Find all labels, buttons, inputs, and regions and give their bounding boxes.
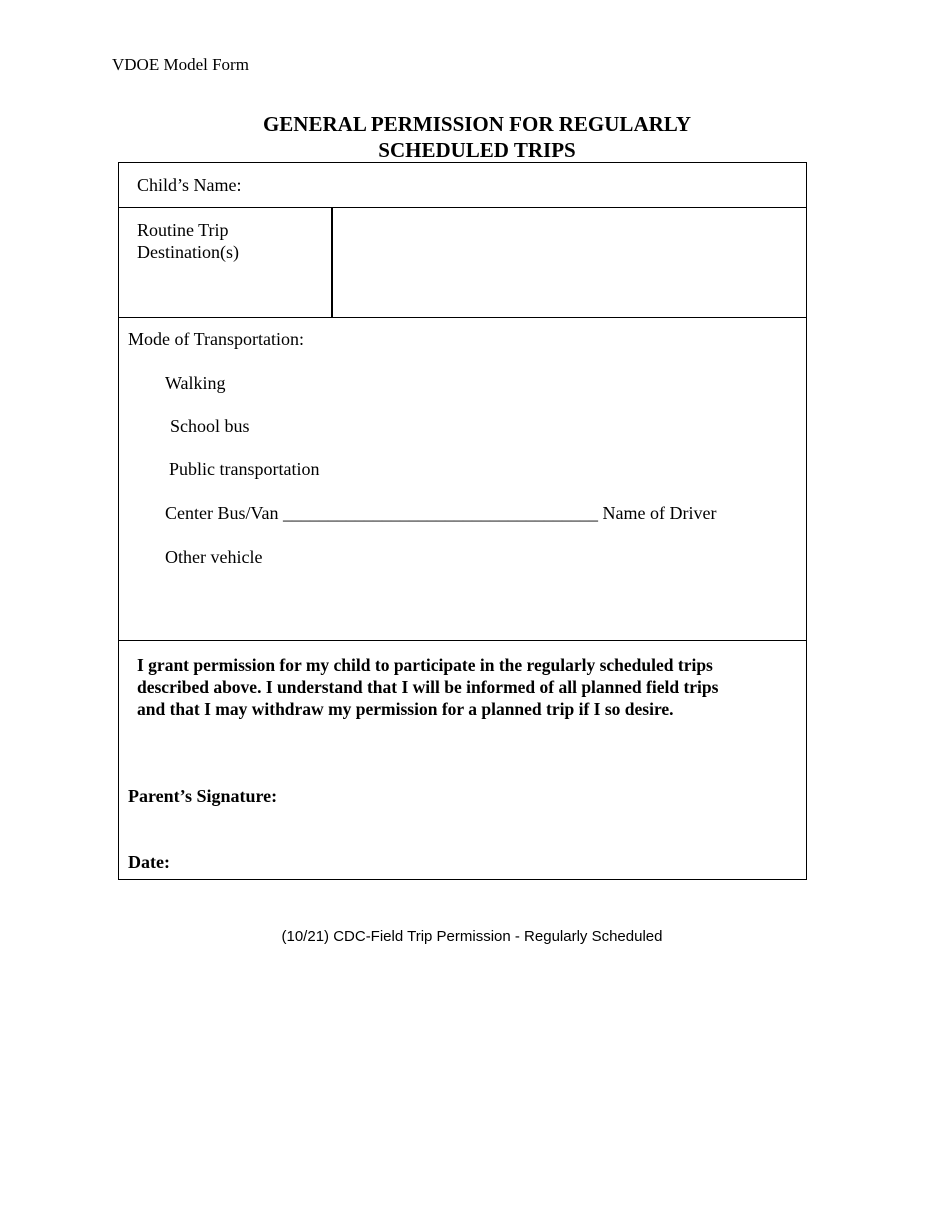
option-other-vehicle[interactable]: Other vehicle <box>165 547 263 567</box>
transportation-row <box>119 319 806 641</box>
form-footer: (10/21) CDC-Field Trip Permission - Regularly Scheduled <box>281 928 663 945</box>
center-bus-van-line <box>165 502 716 524</box>
date-label: Date: <box>128 852 170 872</box>
option-public-transportation[interactable]: Public transportation <box>169 459 320 479</box>
permission-form-table <box>118 162 807 880</box>
form-source-label: VDOE Model Form <box>112 55 249 74</box>
consent-statement: I grant permission for my child to participate in the regularly scheduled trips described above. I understand that I will be informed of all planned field trips and that I may withdraw my permission for a planned trip if I so desire. <box>137 655 719 719</box>
transportation-label: Mode of Transportation: <box>128 329 305 349</box>
driver-name-label: Name of Driver <box>602 503 717 523</box>
consent-row <box>119 642 806 879</box>
child-name-row[interactable] <box>119 163 806 208</box>
parent-signature-label: Parent’s Signature: <box>128 786 278 806</box>
destination-label-line-2: Destination(s) <box>137 242 239 262</box>
child-name-label: Child’s Name: <box>137 175 242 195</box>
option-center-bus-van[interactable]: Center Bus/Van <box>165 503 279 523</box>
destination-row <box>119 208 806 318</box>
option-school-bus[interactable]: School bus <box>170 416 250 436</box>
form-title-line-1: GENERAL PERMISSION FOR REGULARLY <box>262 112 692 136</box>
form-title-line-2: SCHEDULED TRIPS <box>378 138 576 162</box>
destination-label-line-1: Routine Trip <box>137 220 229 240</box>
destination-field[interactable] <box>333 208 806 317</box>
option-walking[interactable]: Walking <box>165 373 226 393</box>
driver-name-blank[interactable]: ___________________________________ <box>282 503 598 523</box>
